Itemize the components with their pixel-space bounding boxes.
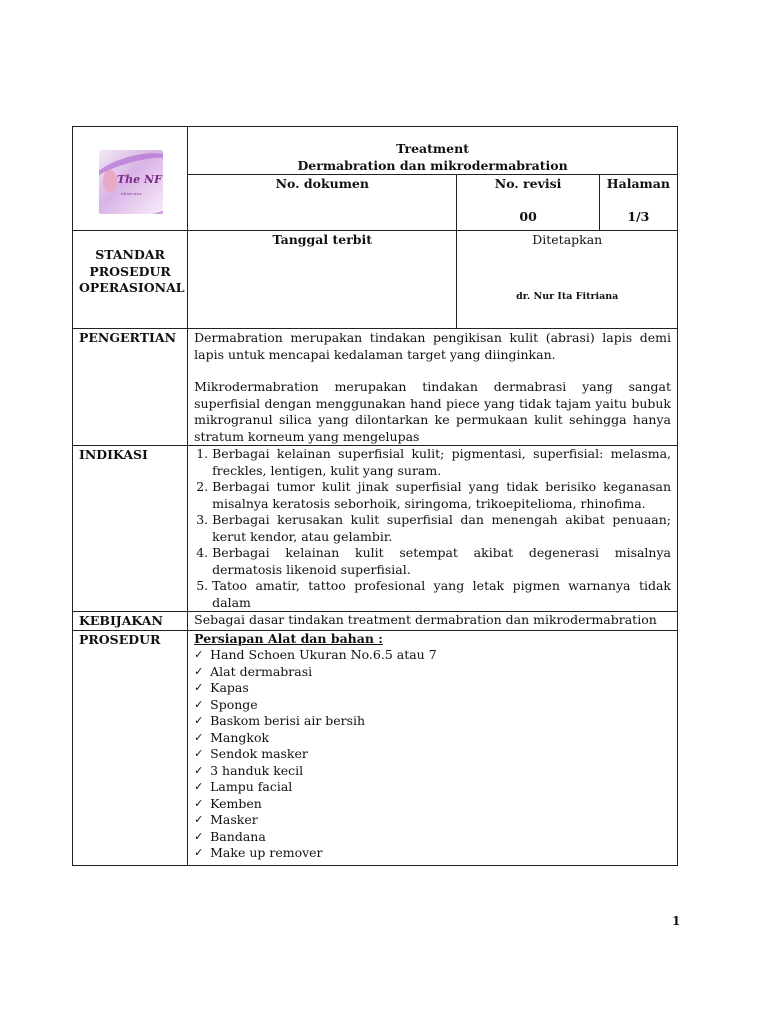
- kebijakan-label: KEBIJAKAN: [73, 612, 188, 631]
- checklist-item: ✓ Bandana: [194, 829, 671, 846]
- checklist-item: ✓ 3 handuk kecil: [194, 763, 671, 780]
- halaman-label: Halaman: [606, 176, 670, 191]
- pengertian-label: PENGERTIAN: [73, 329, 188, 446]
- indikasi-label: INDIKASI: [73, 446, 188, 612]
- no-dokumen-cell: [188, 175, 457, 231]
- checklist-item: ✓ Kapas: [194, 680, 671, 697]
- checklist-item: ✓ Mangkok: [194, 730, 671, 747]
- prosedur-label: PROSEDUR: [73, 630, 188, 865]
- sop-title-line-3: OPERASIONAL: [79, 280, 185, 295]
- no-dokumen-label: No. dokumen: [275, 176, 369, 191]
- halaman-value: 1/3: [627, 208, 650, 224]
- pengertian-content: [188, 329, 678, 446]
- kebijakan-content: Sebagai dasar tindakan treatment dermabration dan mikrodermabration: [188, 612, 678, 631]
- checklist-item: ✓ Kemben: [194, 796, 671, 813]
- checklist-item: ✓ Alat dermabrasi: [194, 664, 671, 681]
- page-number: 1: [672, 914, 681, 928]
- title-line-2: Dermabration dan mikrodermabration: [297, 157, 568, 173]
- checklist-item: ✓ Baskom berisi air bersih: [194, 713, 671, 730]
- clinic-logo: [99, 150, 163, 214]
- halaman-cell: [599, 175, 677, 231]
- sop-title-line-1: STANDAR: [95, 247, 165, 262]
- list-item: 1. Berbagai kelainan superfisial kulit; pigmentasi, superfisial: melasma, freckles, lentigen, kulit yang suram.: [212, 446, 671, 479]
- logo-sub-text: skincare: [121, 191, 143, 196]
- checklist-item: ✓ Sendok masker: [194, 746, 671, 763]
- pengertian-paragraph-2: Mikrodermabration merupakan tindakan dermabrasi yang sangat superfisial dengan menggunakan hand piece yang tidak tajam yaitu bubuk mikrogranul silica yang dilontarkan ke permukaan kulit sehingga hanya stratum korneum yang mengelupas: [194, 379, 671, 444]
- list-item: 5. Tatoo amatir, tattoo profesional yang letak pigmen warnanya tidak dalam: [212, 578, 671, 611]
- no-revisi-cell: [457, 175, 599, 231]
- prosedur-heading: Persiapan Alat dan bahan :: [194, 630, 383, 646]
- tanggal-terbit-cell: [188, 231, 457, 329]
- alat-bahan-checklist: [194, 647, 671, 862]
- checklist-item: ✓ Lampu facial: [194, 779, 671, 796]
- sop-title-line-2: PROSEDUR: [89, 263, 171, 279]
- face-icon: [103, 170, 117, 192]
- ditetapkan-label: Ditetapkan: [532, 232, 603, 247]
- sop-table: [72, 126, 678, 866]
- ditetapkan-cell: [457, 231, 678, 329]
- sop-title-cell: [73, 231, 188, 329]
- checklist-item: ✓ Hand Schoen Ukuran No.6.5 atau 7: [194, 647, 671, 664]
- no-revisi-label: No. revisi: [494, 176, 562, 191]
- prosedur-content: [188, 630, 678, 865]
- no-revisi-value: 00: [519, 208, 537, 224]
- logo-brand-text: The NF: [117, 173, 162, 186]
- document-title: [188, 127, 678, 175]
- checklist-item: ✓ Sponge: [194, 697, 671, 714]
- pengertian-paragraph-1: Dermabration merupakan tindakan pengikisan kulit (abrasi) lapis demi lapis untuk mencapai kedalaman target yang diinginkan.: [194, 330, 671, 362]
- list-item: 4. Berbagai kelainan kulit setempat akibat degenerasi misalnya dermatosis likenoid superfisial.: [212, 545, 671, 578]
- title-line-1: Treatment: [396, 141, 469, 156]
- signer-name: dr. Nur Ita Fitriana: [516, 290, 619, 302]
- indikasi-list: [194, 446, 671, 611]
- logo-cell: [73, 127, 188, 231]
- list-item: 3. Berbagai kerusakan kulit superfisial dan menengah akibat penuaan; kerut kendor, atau gelambir.: [212, 512, 671, 545]
- checklist-item: ✓ Make up remover: [194, 845, 671, 862]
- tanggal-terbit-label: Tanggal terbit: [272, 232, 373, 247]
- indikasi-content: [188, 446, 678, 612]
- list-item: 2. Berbagai tumor kulit jinak superfisial yang tidak berisiko keganasan misalnya keratosis seborhoik, siringoma, trikoepitelioma, rhinofima.: [212, 479, 671, 512]
- checklist-item: ✓ Masker: [194, 812, 671, 829]
